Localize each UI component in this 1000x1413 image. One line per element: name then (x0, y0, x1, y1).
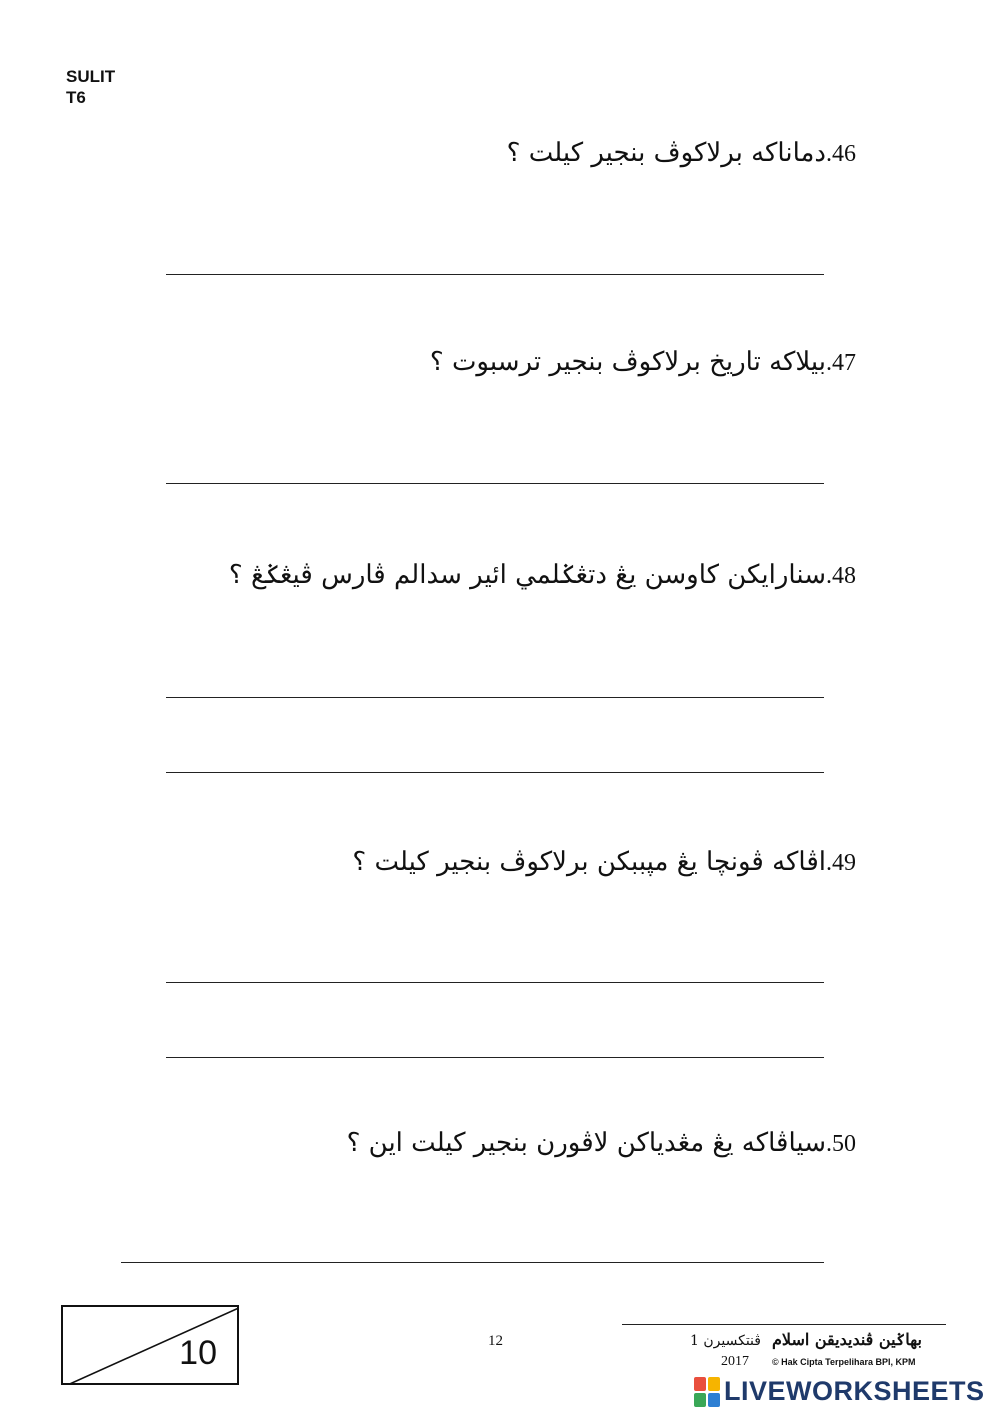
footer-subject: ڤنتكسيرن 1 (690, 1333, 761, 1349)
answer-line[interactable] (121, 1262, 824, 1263)
page-number: 12 (488, 1333, 503, 1349)
answer-line[interactable] (166, 1057, 824, 1058)
answer-line[interactable] (166, 982, 824, 983)
answer-line[interactable] (166, 772, 824, 773)
question-48 (229, 560, 892, 590)
score-box (61, 1305, 239, 1385)
score-value: 10 (179, 1334, 217, 1372)
liveworksheets-watermark[interactable] (694, 1376, 985, 1407)
liveworksheets-text: LIVEWORKSHEETS (724, 1376, 985, 1406)
footer-copyright: © Hak Cipta Terpelihara BPI, KPM (772, 1357, 916, 1367)
header-code (66, 66, 115, 108)
question-text: بيلاكه تاريخ برلاكوڤ بنجير ترسبوت ؟ (429, 347, 826, 377)
liveworksheets-logo-icon (694, 1377, 720, 1407)
question-text: دماناكه برلاكوڤ بنجير كيلت ؟ (506, 138, 826, 168)
answer-line[interactable] (166, 697, 824, 698)
answer-line[interactable] (166, 483, 824, 484)
question-49 (352, 847, 892, 877)
question-number: .47 (826, 350, 856, 376)
footer-divider (622, 1324, 946, 1325)
question-50 (347, 1128, 892, 1158)
question-number: .49 (826, 850, 856, 876)
question-46 (507, 138, 892, 168)
header-t6: T6 (66, 88, 86, 107)
question-47 (430, 347, 892, 377)
footer-brand: بهاݢين ڤنديديقن اسلام (772, 1330, 922, 1349)
question-number: .50 (826, 1131, 856, 1157)
question-text: سنارايكن كاوسن يڠ دتڠݢلمي ائير سدالم ڤارس ڤيڠݢڠ ؟ (228, 560, 826, 590)
answer-line[interactable] (166, 274, 824, 275)
question-text: سياڤاكه يڠ مڠدياكن لاڤورن بنجير كيلت اين ؟ (346, 1128, 826, 1158)
question-text: اڤاكه ڤونچا يڠ مپببكن برلاكوڤ بنجير كيلت ؟ (352, 847, 826, 877)
header-sulit: SULIT (66, 67, 116, 86)
question-number: .46 (826, 141, 856, 167)
footer-year: 2017 (721, 1354, 749, 1369)
question-number: .48 (826, 563, 856, 589)
